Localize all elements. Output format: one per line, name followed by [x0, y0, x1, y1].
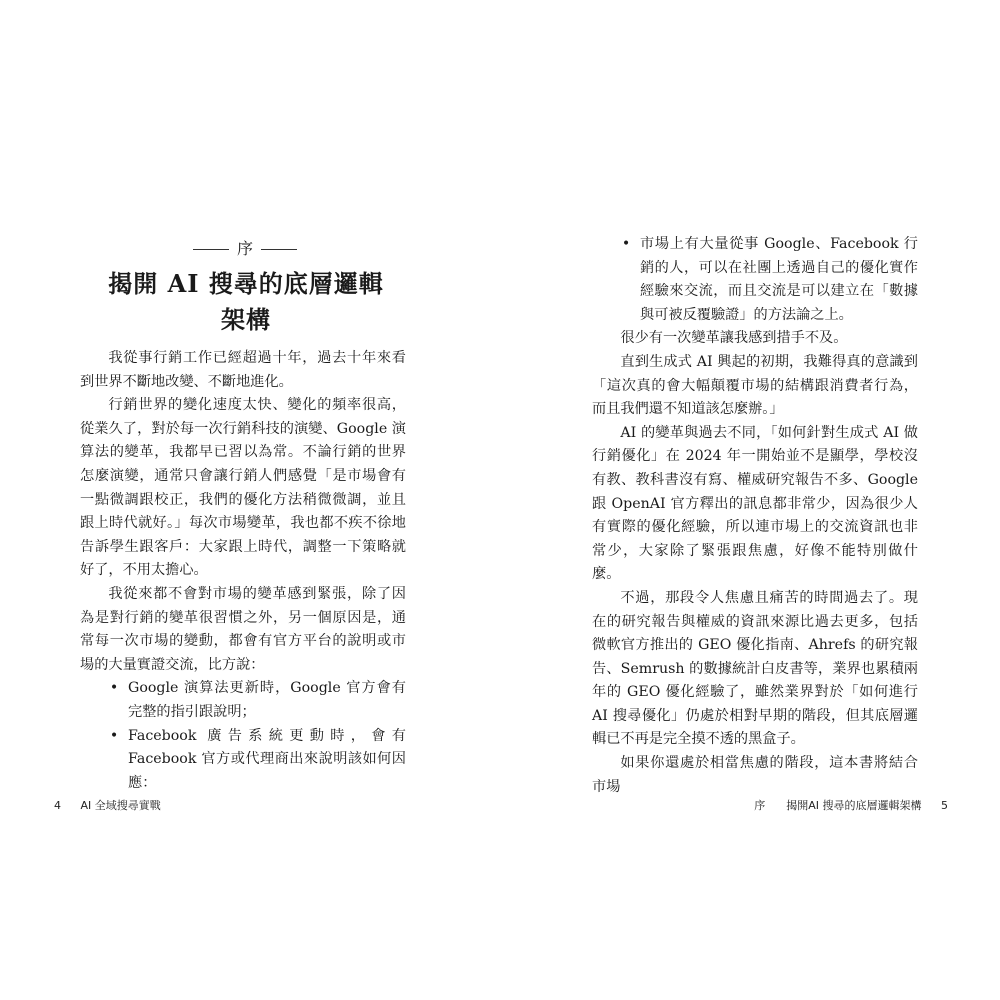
paragraph: 如果你還處於相當焦慮的階段，這本書將結合市場	[592, 755, 918, 795]
bullet-list	[80, 677, 406, 795]
paragraph: 我從事行銷工作已經超過十年，過去十年來看到世界不斷地改變、不斷地進化。	[80, 350, 406, 390]
paragraph: AI 的變革與過去不同，「如何針對生成式 AI 做行銷優化」在 2024 年一開始並不是顯學，學校沒有教、教科書沒有寫、權威研究報告不多、Google 跟 OpenAI 官方釋出的訊息都非常少，因為很少人有實際的優化經驗，所以連市場上的交流資訊也非常少，大家除了緊張跟焦慮，好像不能特別做什麼。	[592, 424, 918, 583]
running-section-label: 序	[754, 799, 766, 812]
list-item	[80, 725, 406, 796]
paragraph: 直到生成式 AI 興起的初期，我難得真的意識到「這次真的會大幅顛覆市場的結構跟消費者行為，而且我們還不知道該怎麼辦。」	[592, 353, 918, 418]
paragraph: 行銷世界的變化速度太快、變化的頻率很高，從業久了，對於每一次行銷科技的演變、Google 演算法的變革，我都早已習以為常。不論行銷的世界怎麼演變，通常只會讓行銷人們感覺「是市場會有一點微調跟校正，我們的優化方法稍微微調，並且跟上時代就好。」每次市場變革，我也都不疾不徐地告訴學生跟客戶：大家跟上時代，調整一下策略就好了，不用太擔心。	[80, 397, 406, 579]
running-chapter-title: 揭開AI 搜尋的底層邏輯架構	[786, 799, 922, 812]
right-body-text	[592, 233, 918, 799]
right-footer	[754, 798, 948, 814]
paragraph: 不過，那段令人焦慮且痛苦的時間過去了。現在的研究報告與權威的資訊來源比過去更多，包括微軟官方推出的 GEO 優化指南、Ahrefs 的研究報告、Semrush 的數據統計白皮書等，業界也累積兩年的 GEO 優化經驗了，雖然業界對於「如何進行 AI 搜尋優化」仍處於相對早期的階段，但其底層邏輯已不再是完全摸不透的黑盒子。	[592, 589, 918, 748]
section-rule-right	[261, 249, 297, 250]
section-label-text: 序	[236, 239, 253, 258]
list-item-text: 市場上有大量從事 Google、Facebook 行銷的人，可以在社團上透過自己的優化實作經驗來交流，而且交流是可以建立在「數據與可被反覆驗證」的方法論之上。	[640, 236, 918, 323]
list-item	[592, 233, 918, 327]
left-body-text	[80, 347, 406, 795]
running-book-title: AI 全域搜尋實戰	[80, 799, 161, 812]
list-item-text: Facebook 廣告系統更動時，會有 Facebook 官方或代理商出來說明該如何因應：	[128, 727, 406, 791]
bullet-list	[592, 233, 918, 327]
page-number: 4	[54, 799, 61, 812]
paragraph: 我從來都不會對市場的變革感到緊張，除了因為是對行銷的變革很習慣之外，另一個原因是，通常每一次市場的變動，都會有官方平台的說明或市場的大量實證交流，比方說：	[80, 585, 406, 673]
bullet-icon: •	[109, 727, 119, 744]
bullet-icon: •	[109, 680, 119, 697]
page-number: 5	[941, 799, 948, 812]
section-label	[190, 238, 300, 260]
chapter-title: 揭開 AI 搜尋的底層邏輯架構	[108, 269, 384, 334]
bullet-icon: •	[621, 236, 631, 252]
section-rule-left	[193, 249, 229, 250]
right-page	[500, 0, 1000, 1000]
list-item	[80, 677, 406, 724]
paragraph: 很少有一次變革讓我感到措手不及。	[620, 330, 848, 347]
left-footer	[54, 798, 161, 814]
list-item-text: Google 演算法更新時，Google 官方會有完整的指引跟說明；	[128, 680, 406, 720]
